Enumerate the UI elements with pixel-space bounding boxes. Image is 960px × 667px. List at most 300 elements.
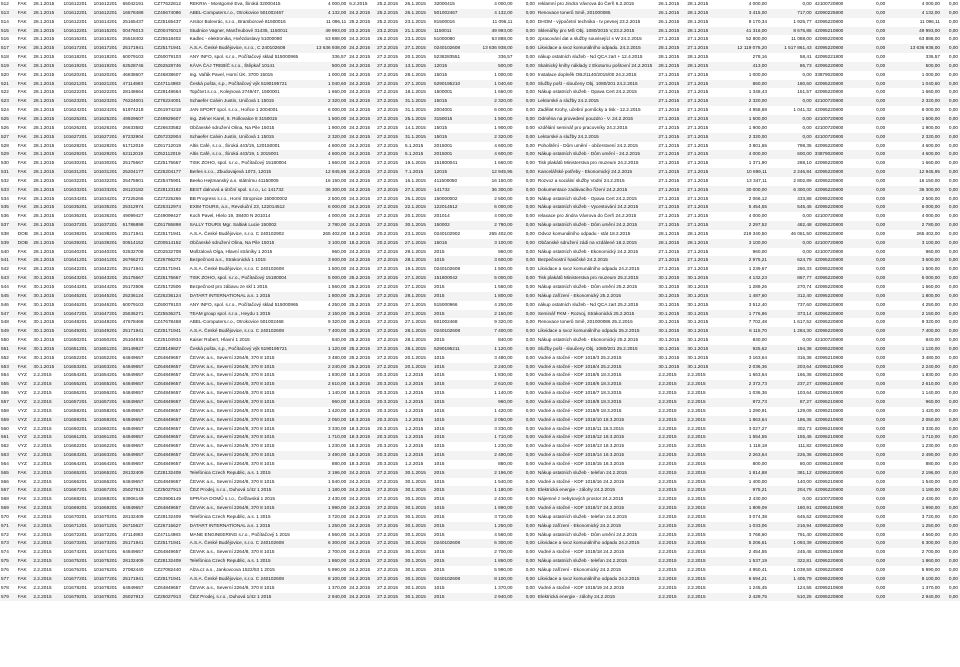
- cell-description: Vodné a stočné - KDF 1018/6 18.3.2015: [537, 380, 658, 389]
- cell-entry-date: 27.1.2015: [686, 97, 715, 106]
- cell-document-number: 101656201: [93, 390, 118, 396]
- cell-paid-amount: 0,00: [863, 398, 888, 407]
- cell-vat-amount: 302,73: [797, 425, 812, 431]
- cell-ico: 64849657: [122, 584, 144, 590]
- cell-ico: 00476013: [122, 27, 153, 36]
- cell-total-amount: 36 300,00: [887, 186, 942, 195]
- cell-record-date: 28.1.2015: [33, 124, 55, 130]
- cell-variable-symbol: 51000080: [434, 36, 455, 42]
- cell-remaining-amount: 0,00: [942, 451, 960, 460]
- table-row[interactable]: [0, 398, 960, 407]
- cell-payment-date: 20.2.2015: [377, 230, 398, 236]
- cell-invoiced-amount: 4 000,00: [494, 1, 513, 6]
- cell-supplier: A.S.A. České Budějovice, s.r.o. C 240102608: [189, 575, 306, 584]
- table-row[interactable]: [0, 186, 960, 195]
- cell-dic: CZ45674086: [153, 9, 189, 18]
- cell-base-amount: 4 000,00: [715, 150, 769, 159]
- cell-base-amount: 2 430,00: [748, 496, 767, 502]
- cell-difference: 0,00: [515, 97, 537, 106]
- table-row[interactable]: [0, 504, 960, 513]
- cell-payment-date: 27.2.2015: [376, 539, 404, 548]
- cell-paid-amount: 0,00: [876, 54, 886, 60]
- cell-due-date: 25.2.2015: [349, 284, 371, 289]
- cell-record-date: 28.1.2015: [33, 248, 55, 254]
- table-row[interactable]: [0, 62, 960, 71]
- table-row[interactable]: [0, 522, 960, 531]
- cell-tax-date: 27.1.2015: [405, 284, 426, 289]
- cell-doc-type: FAK: [17, 186, 33, 195]
- cell-due-date: 24.2.2015: [348, 256, 376, 265]
- cell-doc-type: FAK: [17, 319, 27, 325]
- cell-amount: 1 180,00: [306, 486, 348, 495]
- cell-vat-amount: 600,00: [769, 150, 814, 159]
- cell-entry-date: 27.1.2015: [687, 124, 709, 130]
- table-row[interactable]: [0, 486, 960, 495]
- cell-tax-date: 26.1.2015: [405, 1, 426, 6]
- cell-vat-amount: 545,45: [769, 203, 814, 212]
- cell-invoiced-amount: 2 196,00: [470, 469, 515, 478]
- cell-invoiced-amount: 1 990,00: [470, 504, 515, 513]
- cell-dic: CZ25027913: [153, 486, 189, 495]
- cell-base-amount: 5 454,55: [715, 203, 769, 212]
- cell-supplier: A.S.A. České Budějovice, s.r.o. C 240102608: [189, 539, 306, 548]
- cell-total-amount: 1 500,00: [887, 115, 942, 124]
- cell-tax-date: 23.1.2015: [405, 18, 426, 24]
- cell-due-date: 18.3.2015: [349, 460, 371, 466]
- table-row[interactable]: [0, 557, 960, 566]
- table-row[interactable]: [0, 548, 960, 557]
- cell-vat-amount: 1 925,77: [793, 18, 812, 24]
- cell-due-date: 25.2.2015: [349, 301, 371, 307]
- cell-amount: 1 660,00: [327, 89, 347, 95]
- cell-remaining-amount: 0,00: [942, 97, 960, 106]
- cell-invoiced-amount: 1 900,00: [494, 124, 513, 130]
- table-row[interactable]: [0, 469, 960, 478]
- cell-tax-date: 1.2.2015: [404, 451, 433, 460]
- cell-record-date: 28.1.2015: [32, 27, 62, 36]
- table-row[interactable]: [0, 495, 960, 504]
- cell-payment-date: 27.2.2015: [377, 567, 398, 572]
- table-row[interactable]: [0, 0, 960, 9]
- cell-description: Likvidace a svoz komunálního odpadu 24.2.2015: [537, 266, 640, 272]
- cell-difference: 0,00: [515, 203, 537, 212]
- table-row[interactable]: [0, 363, 960, 372]
- cell-difference: 0,00: [515, 469, 537, 478]
- cell-document-number: 101644201: [93, 284, 118, 289]
- cell-booked-date: 27.1.2015: [657, 221, 686, 230]
- cell-document-number: 101645201: [93, 292, 122, 301]
- cell-paid-amount: 0,00: [863, 310, 888, 319]
- cell-record-date: 28.1.2015: [33, 18, 55, 24]
- cell-amount: 6 300,00: [306, 539, 348, 548]
- cell-remaining-amount: 0,00: [948, 584, 958, 590]
- cell-total-amount: 2 780,00: [887, 221, 942, 230]
- cell-account: 42095220800: [814, 107, 844, 113]
- cell-invoiced-amount: 1 540,00: [494, 478, 513, 484]
- table-row[interactable]: [0, 336, 960, 345]
- cell-booked-date: 2.2.2015: [657, 539, 686, 548]
- table-row[interactable]: [0, 97, 960, 106]
- cell-tax-date: 7.1.2015: [404, 168, 433, 177]
- cell-total-amount: 63 888,00: [919, 36, 940, 42]
- cell-tax-date: 28.1.2015: [404, 327, 433, 336]
- cell-doc-type: FAK: [17, 363, 33, 372]
- cell-payment-date: 20.3.2015: [376, 433, 404, 442]
- cell-document-number: 101617201: [93, 44, 122, 53]
- cell-payment-date: 27.2.2015: [376, 150, 404, 159]
- cell-evidence-number: 101672201: [63, 531, 87, 537]
- cell-payment-date: 27.2.2015: [377, 142, 398, 148]
- cell-base-amount: 800,00: [752, 460, 767, 466]
- cell-due-date: 24.2.2015: [348, 9, 376, 18]
- cell-remaining-amount: 0,00: [948, 266, 958, 272]
- cell-difference: 0,00: [525, 107, 535, 113]
- cell-ico: 64849657: [122, 363, 153, 372]
- cell-doc-type: FAK: [17, 513, 27, 519]
- cell-tax-date: 30.1.2015: [404, 557, 433, 566]
- cell-invoiced-amount: 2 780,00: [470, 221, 515, 230]
- table-row[interactable]: [0, 212, 960, 221]
- cell-evidence-number: 101655201: [62, 380, 92, 389]
- cell-record-date: 28.1.2015: [32, 186, 62, 195]
- table-row[interactable]: [0, 310, 960, 319]
- cell-account: 42095220800: [814, 168, 863, 177]
- cell-row-number: 566: [1, 478, 9, 484]
- cell-tax-date: 30.1.2015: [405, 478, 426, 484]
- cell-row-number: 555: [0, 380, 17, 389]
- cell-doc-type: FAK: [17, 203, 33, 212]
- cell-difference: 0,00: [515, 416, 537, 425]
- cell-supplier: Schaefer Calvin Justin, Uničová 1 15015: [189, 97, 306, 106]
- cell-variable-symbol: 3150015: [433, 115, 470, 124]
- cell-base-amount: 1 400,00: [748, 478, 767, 484]
- cell-variable-symbol: 2015: [433, 593, 470, 602]
- table-row[interactable]: [0, 88, 960, 97]
- cell-vat-amount: 0,00: [802, 124, 812, 130]
- table-row[interactable]: [0, 301, 960, 310]
- cell-invoiced-amount: 7 400,00: [470, 327, 515, 336]
- cell-payment-date: 26.2.2015: [377, 36, 398, 42]
- cell-difference: 0,00: [515, 168, 537, 177]
- cell-entry-date: 27.1.2015: [686, 168, 715, 177]
- cell-paid-amount: 0,00: [876, 18, 886, 24]
- cell-dic: CZ64849657: [153, 380, 189, 389]
- cell-booked-date: 27.1.2015: [657, 97, 686, 106]
- cell-account: 42095220800: [814, 292, 863, 301]
- table-row[interactable]: [0, 292, 960, 301]
- cell-row-number: 553: [0, 363, 17, 372]
- cell-record-date: 28.1.2015: [33, 1, 55, 6]
- table-row[interactable]: [0, 513, 960, 522]
- cell-description: vzdělání seminář pro pracovníky 24.2.2015: [537, 124, 628, 130]
- cell-record-date: 30.1.2015: [32, 327, 62, 336]
- cell-base-amount: 1 537,19: [715, 557, 769, 566]
- table-row[interactable]: [0, 18, 960, 27]
- cell-row-number: 525: [0, 115, 17, 124]
- table-row[interactable]: [0, 256, 960, 265]
- cell-description: Vodné a stočné - KDF 1018/13 18.3.2015: [537, 443, 625, 449]
- cell-document-number: 101631201: [93, 168, 122, 177]
- cell-amount: 2 320,00: [306, 133, 348, 142]
- table-row[interactable]: [0, 478, 960, 487]
- cell-vat-amount: 186,36: [769, 416, 814, 425]
- cell-remaining-amount: 0,00: [942, 256, 960, 265]
- cell-tax-date: 30.1.2015: [405, 549, 426, 555]
- cell-invoiced-amount: 6 300,00: [470, 539, 515, 548]
- cell-description: Nákup ostatních služeb - Opava Cert 24.2.2015: [537, 195, 637, 201]
- cell-ico: 25171941: [122, 266, 144, 272]
- table-row[interactable]: [0, 239, 960, 248]
- cell-paid-amount: 0,00: [876, 407, 886, 413]
- cell-base-amount: 2 429,75: [715, 593, 769, 602]
- cell-doc-type: FAK: [17, 80, 33, 89]
- cell-amount: 2 610,00: [306, 380, 348, 389]
- cell-doc-type: FAK: [17, 486, 33, 495]
- table-row[interactable]: [0, 265, 960, 274]
- cell-paid-amount: 0,00: [876, 496, 886, 502]
- cell-paid-amount: 0,00: [863, 221, 888, 230]
- cell-variable-symbol: 12015: [433, 168, 470, 177]
- table-row[interactable]: [0, 221, 960, 230]
- cell-record-date: 2.2.2015: [33, 425, 52, 431]
- cell-due-date: 24.2.2015: [348, 486, 376, 495]
- cell-document-number: 101640201: [93, 248, 118, 254]
- cell-paid-amount: 0,00: [863, 97, 888, 106]
- cell-doc-type: FAK: [17, 593, 33, 602]
- cell-booked-date: 2.2.2015: [658, 460, 677, 466]
- cell-payment-date: 27.2.2015: [376, 575, 404, 584]
- cell-document-number: 101653201: [93, 363, 122, 372]
- cell-tax-date: 13.1.2015: [404, 62, 433, 71]
- cell-difference: 0,00: [525, 390, 535, 396]
- cell-booked-date: 2.2.2015: [657, 575, 686, 584]
- cell-tax-date: 16.1.2015: [405, 177, 426, 183]
- cell-variable-symbol: 2015: [433, 557, 470, 566]
- table-row[interactable]: [0, 27, 960, 36]
- cell-total-amount: 1 660,00: [921, 160, 940, 166]
- cell-vat-amount: 124,55: [797, 584, 812, 590]
- cell-record-date: 28.1.2015: [33, 71, 55, 77]
- cell-evidence-number: 101623201: [62, 97, 92, 106]
- cell-doc-type: VYZ: [17, 443, 27, 449]
- cell-total-amount: 840,00: [925, 337, 940, 343]
- cell-ico: 64849657: [122, 416, 153, 425]
- table-row[interactable]: [0, 44, 960, 53]
- cell-payment-date: 20.3.2015: [376, 451, 404, 460]
- cell-amount: 1 830,00: [327, 372, 347, 378]
- table-row[interactable]: [0, 318, 960, 327]
- table-row[interactable]: [0, 283, 960, 292]
- cell-doc-type: VYZ: [17, 451, 33, 460]
- table-row[interactable]: [0, 584, 960, 593]
- cell-dic: CZ60079103: [153, 54, 181, 60]
- cell-row-number: 574: [1, 549, 9, 555]
- cell-document-number: 101678201: [93, 584, 118, 590]
- cell-doc-type: FAK: [17, 97, 33, 106]
- cell-row-number: 536: [1, 213, 9, 219]
- cell-document-number: 101630201: [93, 160, 118, 166]
- cell-doc-type: FAK: [17, 27, 33, 36]
- cell-booked-date: 30.1.2015: [657, 345, 686, 354]
- table-row[interactable]: [0, 433, 960, 442]
- cell-account: 42095220800: [814, 177, 844, 183]
- table-row[interactable]: [0, 575, 960, 584]
- cell-row-number: 545: [0, 292, 17, 301]
- cell-variable-symbol: 0240102608: [433, 44, 470, 53]
- cell-tax-date: 30.1.2015: [404, 593, 433, 602]
- cell-supplier: SPRÁVA DOMŮ s.r.o., Čelžavská 1 2015: [189, 496, 275, 502]
- table-row[interactable]: [0, 425, 960, 434]
- table-row[interactable]: [0, 159, 960, 168]
- cell-document-number: 101657201: [93, 398, 122, 407]
- cell-account: 42095220800: [814, 89, 844, 95]
- table-row[interactable]: [0, 407, 960, 416]
- cell-tax-date: 28.1.2015: [404, 256, 433, 265]
- cell-amount: 2 430,00: [327, 496, 347, 502]
- cell-tax-date: 28.1.2015: [405, 71, 426, 77]
- table-row[interactable]: [0, 80, 960, 89]
- cell-row-number: 552: [1, 354, 9, 360]
- cell-variable-symbol: 1150011: [433, 27, 470, 36]
- table-row[interactable]: [0, 566, 960, 575]
- cell-evidence-number: 101629201: [62, 150, 92, 159]
- cell-base-amount: 6 694,21: [715, 575, 769, 584]
- cell-due-date: 24.2.2015: [349, 195, 371, 201]
- cell-total-amount: 1 560,00: [921, 284, 940, 289]
- cell-evidence-number: 101659201: [62, 416, 92, 425]
- cell-booked-date: 2.2.2015: [657, 380, 686, 389]
- cell-total-amount: 2 320,00: [887, 133, 942, 142]
- table-row[interactable]: [0, 53, 960, 62]
- cell-ico: 61712019: [122, 142, 144, 148]
- table-row[interactable]: [0, 389, 960, 398]
- table-row[interactable]: [0, 593, 960, 602]
- table-row[interactable]: [0, 371, 960, 380]
- cell-record-date: 2.2.2015: [33, 584, 52, 590]
- cell-supplier: Česká pošta, s.p., Počítačový výk 5190195721: [189, 345, 306, 354]
- cell-base-amount: 3 027,27: [748, 425, 767, 431]
- cell-document-number: 101659201: [93, 416, 122, 425]
- cell-tax-date: 26.1.2015: [405, 195, 426, 201]
- cell-description: Nákup zařízení - Ekonomický 24.2.2015: [537, 567, 621, 572]
- cell-document-number: 101673201: [93, 539, 122, 548]
- table-row[interactable]: [0, 142, 960, 151]
- cell-due-date: 24.2.2015: [348, 80, 376, 89]
- cell-dic: CZ25171941: [153, 266, 181, 272]
- cell-base-amount: 1 239,67: [748, 266, 767, 272]
- table-row[interactable]: [0, 327, 960, 336]
- cell-payment-date: 27.2.2015: [377, 531, 398, 537]
- table-row[interactable]: [0, 442, 960, 451]
- table-row[interactable]: [0, 71, 960, 80]
- cell-difference: 0,00: [515, 27, 537, 36]
- cell-description: zpracování dat a služby související s W 24.2.2015: [537, 36, 642, 42]
- cell-vat-amount: 0,00: [802, 1, 812, 6]
- cell-amount: 2 500,00: [327, 195, 347, 201]
- table-row[interactable]: [0, 203, 960, 212]
- cell-total-amount: 2 700,00: [921, 549, 940, 555]
- table-row[interactable]: [0, 345, 960, 354]
- cell-supplier: ANY INFO, spol. s.r.o., Počítačový sklad 515000965: [189, 301, 299, 307]
- cell-account: 42095220800: [814, 319, 844, 325]
- cell-amount: 4 000,00: [327, 213, 347, 219]
- table-row[interactable]: [0, 531, 960, 540]
- cell-description: Vodné a stočné - KDF 1018/14 18.3.2015: [537, 451, 658, 460]
- cell-tax-date: 30.1.2015: [404, 522, 433, 531]
- cell-description: Vodné a stočné - KDF 1018/12 18.3.2015: [537, 433, 658, 442]
- table-row[interactable]: [0, 150, 960, 159]
- cell-doc-type: FAK: [17, 195, 27, 201]
- cell-vat-amount: 1 039,59: [793, 567, 812, 572]
- cell-document-number: 101658201: [93, 407, 118, 413]
- cell-paid-amount: 0,00: [863, 27, 888, 36]
- cell-vat-amount: 791,40: [797, 531, 812, 537]
- cell-amount: 3 330,00: [327, 425, 347, 431]
- table-row[interactable]: [0, 274, 960, 283]
- table-row[interactable]: [0, 106, 960, 115]
- table-row[interactable]: [0, 354, 960, 363]
- cell-payment-date: 27.2.2015: [377, 54, 398, 60]
- cell-vat-amount: 1 041,32: [793, 107, 812, 113]
- table-row[interactable]: [0, 9, 960, 18]
- cell-dic: CZ27082440: [153, 567, 181, 572]
- cell-booked-date: 2.2.2015: [658, 549, 677, 555]
- cell-invoiced-amount: 1 500,00: [470, 115, 515, 124]
- cell-supplier: ČEVAK a.s., Severní 2264/8, 370 8 1015: [189, 354, 275, 360]
- cell-row-number: 540: [1, 248, 9, 254]
- table-row[interactable]: [0, 133, 960, 142]
- cell-doc-type: FAK: [17, 345, 33, 354]
- cell-base-amount: 1 663,64: [748, 372, 767, 378]
- table-row[interactable]: [0, 416, 960, 425]
- cell-ico: 60079103: [122, 301, 144, 307]
- table-row[interactable]: [0, 451, 960, 460]
- table-row[interactable]: [0, 195, 960, 204]
- cell-invoiced-amount: 1 560,00: [494, 284, 513, 289]
- cell-base-amount: 4 958,68: [748, 107, 767, 113]
- table-row[interactable]: [0, 177, 960, 186]
- cell-payment-date: 27.2.2015: [376, 274, 404, 283]
- cell-difference: 0,00: [515, 575, 537, 584]
- cell-record-date: 28.1.2015: [32, 62, 62, 71]
- table-row[interactable]: [0, 124, 960, 133]
- cell-row-number: 515: [0, 27, 17, 36]
- cell-paid-amount: 0,00: [863, 416, 888, 425]
- cell-row-number: 534: [1, 195, 9, 201]
- table-row[interactable]: [0, 248, 960, 257]
- cell-record-date: 28.1.2015: [32, 168, 62, 177]
- table-row[interactable]: [0, 35, 960, 44]
- cell-invoiced-amount: 12 945,95: [470, 168, 515, 177]
- cell-variable-symbol: 1015: [433, 504, 470, 513]
- cell-total-amount: 16 150,00: [919, 177, 940, 183]
- cell-record-date: 30.1.2015: [32, 345, 62, 354]
- cell-account: 42100720800: [814, 213, 844, 219]
- cell-amount: 880,00: [331, 460, 347, 466]
- table-row[interactable]: [0, 380, 960, 389]
- table-row[interactable]: [0, 539, 960, 548]
- cell-vat-amount: 0,00: [769, 239, 814, 248]
- cell-dic: CZ67232904: [153, 133, 189, 142]
- table-row[interactable]: [0, 115, 960, 124]
- cell-difference: 0,00: [515, 292, 537, 301]
- table-row[interactable]: [0, 230, 960, 239]
- cell-variable-symbol: 1015: [434, 354, 445, 360]
- table-row[interactable]: [0, 168, 960, 177]
- cell-row-number: 570: [1, 513, 9, 519]
- table-row[interactable]: [0, 460, 960, 469]
- cell-amount: 13 636 938,00: [306, 44, 348, 53]
